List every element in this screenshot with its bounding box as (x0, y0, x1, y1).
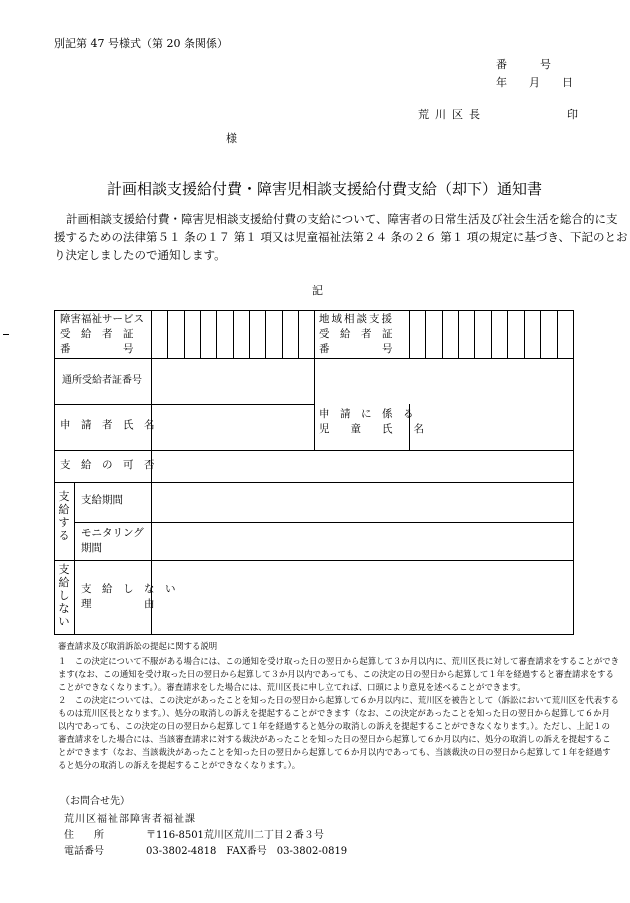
notes-line-8: とができます（なお、当該裁決があったことを知った日の翌日から起算して６か月以内であっても、当該裁決の日の翌日から起算して１年を経過す (58, 747, 611, 757)
notes-line-3: ことができなくなります。）。審査請求をした場合には、荒川区長に申し立てれば、口頭により意見を述べることができます。 (58, 682, 526, 692)
applicant-label: 申 請 者 氏 名 (60, 419, 155, 431)
notes-line-2: ます(なお、この通知を受け取った日の翌日から起算して３か月以内であっても、この決定の日の翌日から起算して１年を経過すると審査請求をする (58, 669, 614, 679)
recipient-suffix: 様 (226, 132, 237, 145)
body-line-1: 計画相談支援給付費・障害児相談支援給付費の支給について、障害者の日常生活及び社会生活を総合的に支 (66, 212, 618, 226)
area-cert-label: 地域相談支援 受 給 者 証 番 号 (319, 313, 394, 355)
margin-mark (3, 334, 9, 335)
document-title: 計画相談支援給付費・障害児相談支援給付費支給（却下）通知書 (107, 180, 543, 198)
contact-address: 〒116-8501荒川区荒川二丁目２番３号 (146, 830, 324, 841)
child-name-label: 申 請 に 係 る 児 童 氏 名 (319, 408, 424, 435)
contact-office: 荒川区福祉部障害者福祉課 (64, 814, 196, 825)
nopay-group-label: 支給しない (58, 563, 70, 628)
decision-table (54, 310, 574, 635)
monitoring-period-label: モニタリング 期間 (81, 527, 144, 554)
notes-heading: 審査請求及び取消訴訟の提起に関する説明 (58, 641, 218, 651)
notes-line-6: 以内であっても、この決定の日の翌日から起算して１年を経過すると処分の取消しの訴えを提起することができなくなります。）。ただし、上記１の (58, 721, 610, 731)
notes-line-9: ると処分の取消しの訴えを提起することができなくなります。）。 (58, 760, 301, 770)
reason-label: 支 給 し な い 理 由 (81, 583, 176, 610)
pay-group-label: 支給する (58, 490, 70, 542)
contact-heading: （お問合せ先） (60, 796, 130, 807)
approval-label: 支 給 の 可 否 (60, 459, 155, 471)
notes-line-7: 審査請求をした場合には、当該審査請求に対する裁決があったことを知った日の翌日から起算して６か月以内に、処分の取消しの訴えを提起するこ (58, 734, 611, 744)
contact-phone-label: 電話番号 (64, 846, 104, 857)
form-number: 別記第 47 号様式（第 20 条関係） (54, 37, 228, 50)
contact-address-label: 住 所 (64, 830, 104, 841)
notes-line-1: １ この決定について不服がある場合には、この通知を受け取った日の翌日から起算して３か月以内に、荒川区長に対して審査請求をすることができ (58, 656, 619, 666)
notes-line-4: ２ この決定については、この決定があったことを知った日の翌日から起算して６か月以内に、荒川区を被告として（訴訟において荒川区を代表する (58, 695, 619, 705)
pay-period-label: 支給期間 (81, 494, 123, 506)
body-line-3: り決定しましたので通知します。 (54, 248, 226, 262)
day-cert-label: 通所受給者証番号 (62, 375, 142, 386)
cert-label: 障害福祉サービス 受 給 者 証 番 号 (60, 313, 144, 355)
seal-mark: 印 (567, 108, 578, 121)
date-label: 年 月 日 (496, 76, 573, 89)
issuer-name: 荒川区長 (418, 108, 486, 121)
ki-label: 記 (312, 284, 323, 297)
contact-phone: 03-3802-4818 FAX番号 03-3802-0819 (146, 846, 348, 857)
notes-line-5: ものは荒川区長となります。）、処分の取消しの訴えを提起することができます（なお、この決定があったことを知った日の翌日から起算して６か月 (58, 708, 610, 718)
body-line-2: 援するための法律第５１ 条の１７ 第１ 項又は児童福祉法第２４ 条の２６ 第１ 項の規定に基づき、下記のとお (54, 230, 628, 244)
number-label: 番 号 (496, 58, 551, 71)
